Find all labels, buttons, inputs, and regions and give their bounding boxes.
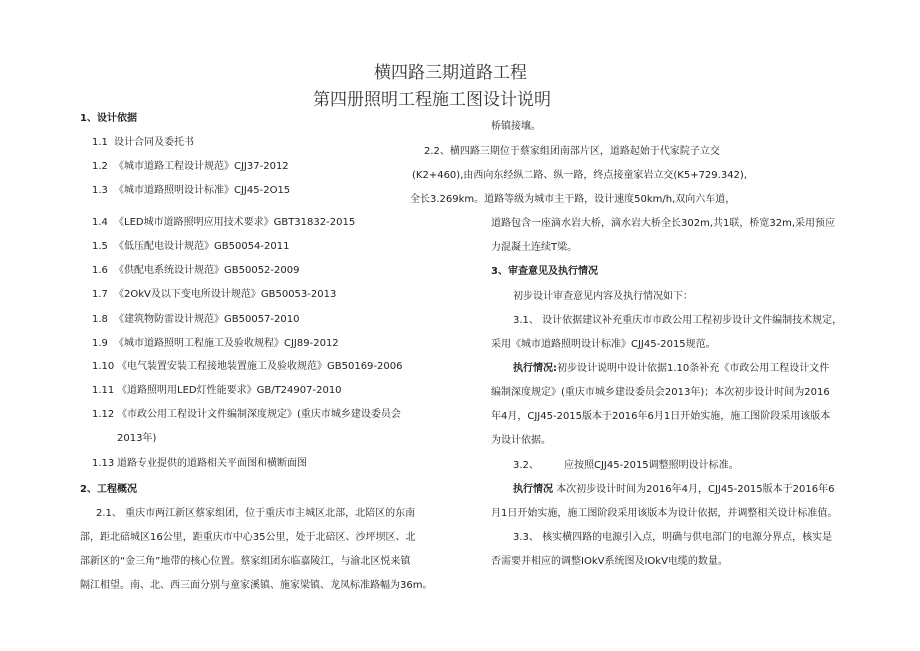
basis-item-text: 《建筑物防雷设计规范》GB50057-2010 — [114, 314, 300, 325]
execution-2-first-line — [513, 484, 834, 496]
section-1-heading: 1、设计依据 — [80, 113, 137, 124]
section-3-3-line: 否需要并相应的调整IOkV系统图及IOkV电缆的数量。 — [491, 556, 728, 567]
section-3-intro: 初步设计审查意见内容及执行情况如下： — [513, 291, 693, 302]
execution-text: 初步设计说明中设计依据1.10条补充《市政公用工程设计文件 — [557, 363, 830, 374]
basis-item-number: 1.1 — [92, 137, 108, 148]
section-2-line: 部新区的“金三角”地带的核心位置。蔡家组团东临嘉陵江，与渝北区悦来镇 — [80, 556, 411, 567]
overview-continuation: 桥镇接壤。 — [491, 121, 541, 132]
basis-item-text: 道路专业提供的道路相关平面图和横断面图 — [117, 458, 307, 469]
section-3-1-line: 3.1、 设计依据建议补充重庆市市政公用工程初步设计文件编制技术规定， — [513, 315, 843, 326]
execution-text: 本次初步设计时间为2016年4月，CJJ45-2015版本于2016年6 — [556, 484, 835, 495]
basis-item-number: 1.6 — [92, 265, 108, 276]
execution-1-first-line — [513, 363, 829, 375]
section-3-heading: 3、审查意见及执行情况 — [491, 266, 598, 277]
basis-item-text: 《道路照明用LED灯性能要求》GB/T24907-2010 — [117, 385, 342, 396]
basis-item-text: 《LED城市道路照明应用技术要求》GBT31832-2015 — [114, 217, 356, 228]
section-2-2-line: 全长3.269km。道路等级为城市主干路，设计速度50km/h,双向六车道， — [410, 194, 736, 205]
execution-label: 执行情况 — [513, 484, 553, 495]
execution-label: 执行情况: — [513, 363, 557, 374]
basis-item-number: 1.7 — [92, 289, 108, 300]
execution-1-line: 年4月，CJJ45-2015版本于2016年6月1日开始实施，施工图阶段采用该版本 — [491, 411, 831, 422]
section-2-2-line: (K2+460),由西向东经纵二路、纵一路，终点接童家岩立交(K5+729.342), — [412, 170, 747, 181]
section-2-line: 部，距北碚城区16公里，距重庆市中心35公里，处于北碚区、沙坪坝区、北 — [80, 532, 416, 543]
basis-item-text: 《城市道路照明工程施工及验收规程》CJJ89-2012 — [114, 338, 339, 349]
execution-2-line: 月1日开始实施，施工图阶段采用该版本为设计依据，并调整相关设计标准值。 — [491, 508, 838, 519]
basis-item-number: 1.10 — [92, 361, 115, 372]
basis-item-text: 《2OkV及以下变电所设计规范》GB50053-2013 — [114, 289, 337, 300]
section-2-heading: 2、工程概况 — [80, 484, 137, 495]
section-3-1-line: 采用《城市道路照明设计标准》CJJ45-2015规范。 — [491, 339, 716, 350]
section-2-2-line: 2.2、横四路三期位于蔡家组团南部片区，道路起始于代家院子立交 — [424, 146, 720, 157]
basis-item-text: 《城市道路照明设计标准》CJJ45-2O15 — [114, 185, 291, 196]
basis-item-text: 《供配电系统设计规范》GB50052-2009 — [114, 265, 300, 276]
basis-item-number: 1.12 — [92, 409, 115, 420]
section-3-3-line: 3.3、 核实横四路的电源引入点，明确与供电部门的电源分界点，核实是 — [513, 532, 833, 543]
document-title-line1: 横四路三期道路工程 — [374, 63, 527, 83]
execution-1-line: 编制深度规定》(重庆市城乡建设委员会2013年)；本次初步设计时间为2016 — [491, 387, 830, 398]
basis-item-number: 1.13 — [92, 458, 115, 469]
basis-item-number: 1.2 — [92, 161, 108, 172]
basis-item-number: 1.9 — [92, 338, 108, 349]
basis-item-number: 1.11 — [92, 385, 115, 396]
section-3-2-text: 应按照CJJ45-2015调整照明设计标准。 — [564, 460, 739, 471]
document-title-line2: 第四册照明工程施工图设计说明 — [313, 90, 551, 110]
basis-item-text: 《电气装置安装工程接地装置施工及验收规范》GB50169-2006 — [117, 361, 403, 372]
basis-item-text: 《低压配电设计规范》GB50054-2011 — [114, 241, 290, 252]
basis-item-text: 《市政公用工程设计文件编制深度规定》(重庆市城乡建设委员会 — [117, 409, 401, 420]
section-2-line: 隔江相望。南、北、西三面分别与童家溪镇、施家梁镇、龙凤标准路幅为36m。 — [80, 580, 433, 591]
basis-item-number: 1.8 — [92, 314, 108, 325]
section-2-2-line: 道路包含一座滴水岩大桥，滴水岩大桥全长302m,共1联，桥宽32m,采用预应 — [491, 218, 836, 229]
basis-item-number: 1.5 — [92, 241, 108, 252]
basis-item-number: 1.4 — [92, 217, 108, 228]
basis-item-text: 《城市道路工程设计规范》CJJ37-2012 — [114, 161, 289, 172]
basis-item-text: 2013年) — [117, 433, 157, 444]
basis-item-number: 1.3 — [92, 185, 108, 196]
basis-item-text: 设计合同及委托书 — [114, 137, 194, 148]
execution-1-line: 为设计依据。 — [491, 435, 551, 446]
section-2-2-line: 力混凝土连续T梁。 — [491, 242, 578, 253]
section-3-2-number: 3.2、 — [513, 460, 539, 471]
section-2-line: 2.1、 重庆市两江新区蔡家组团，位于重庆市主城区北部，北陪区的东南 — [96, 508, 416, 519]
